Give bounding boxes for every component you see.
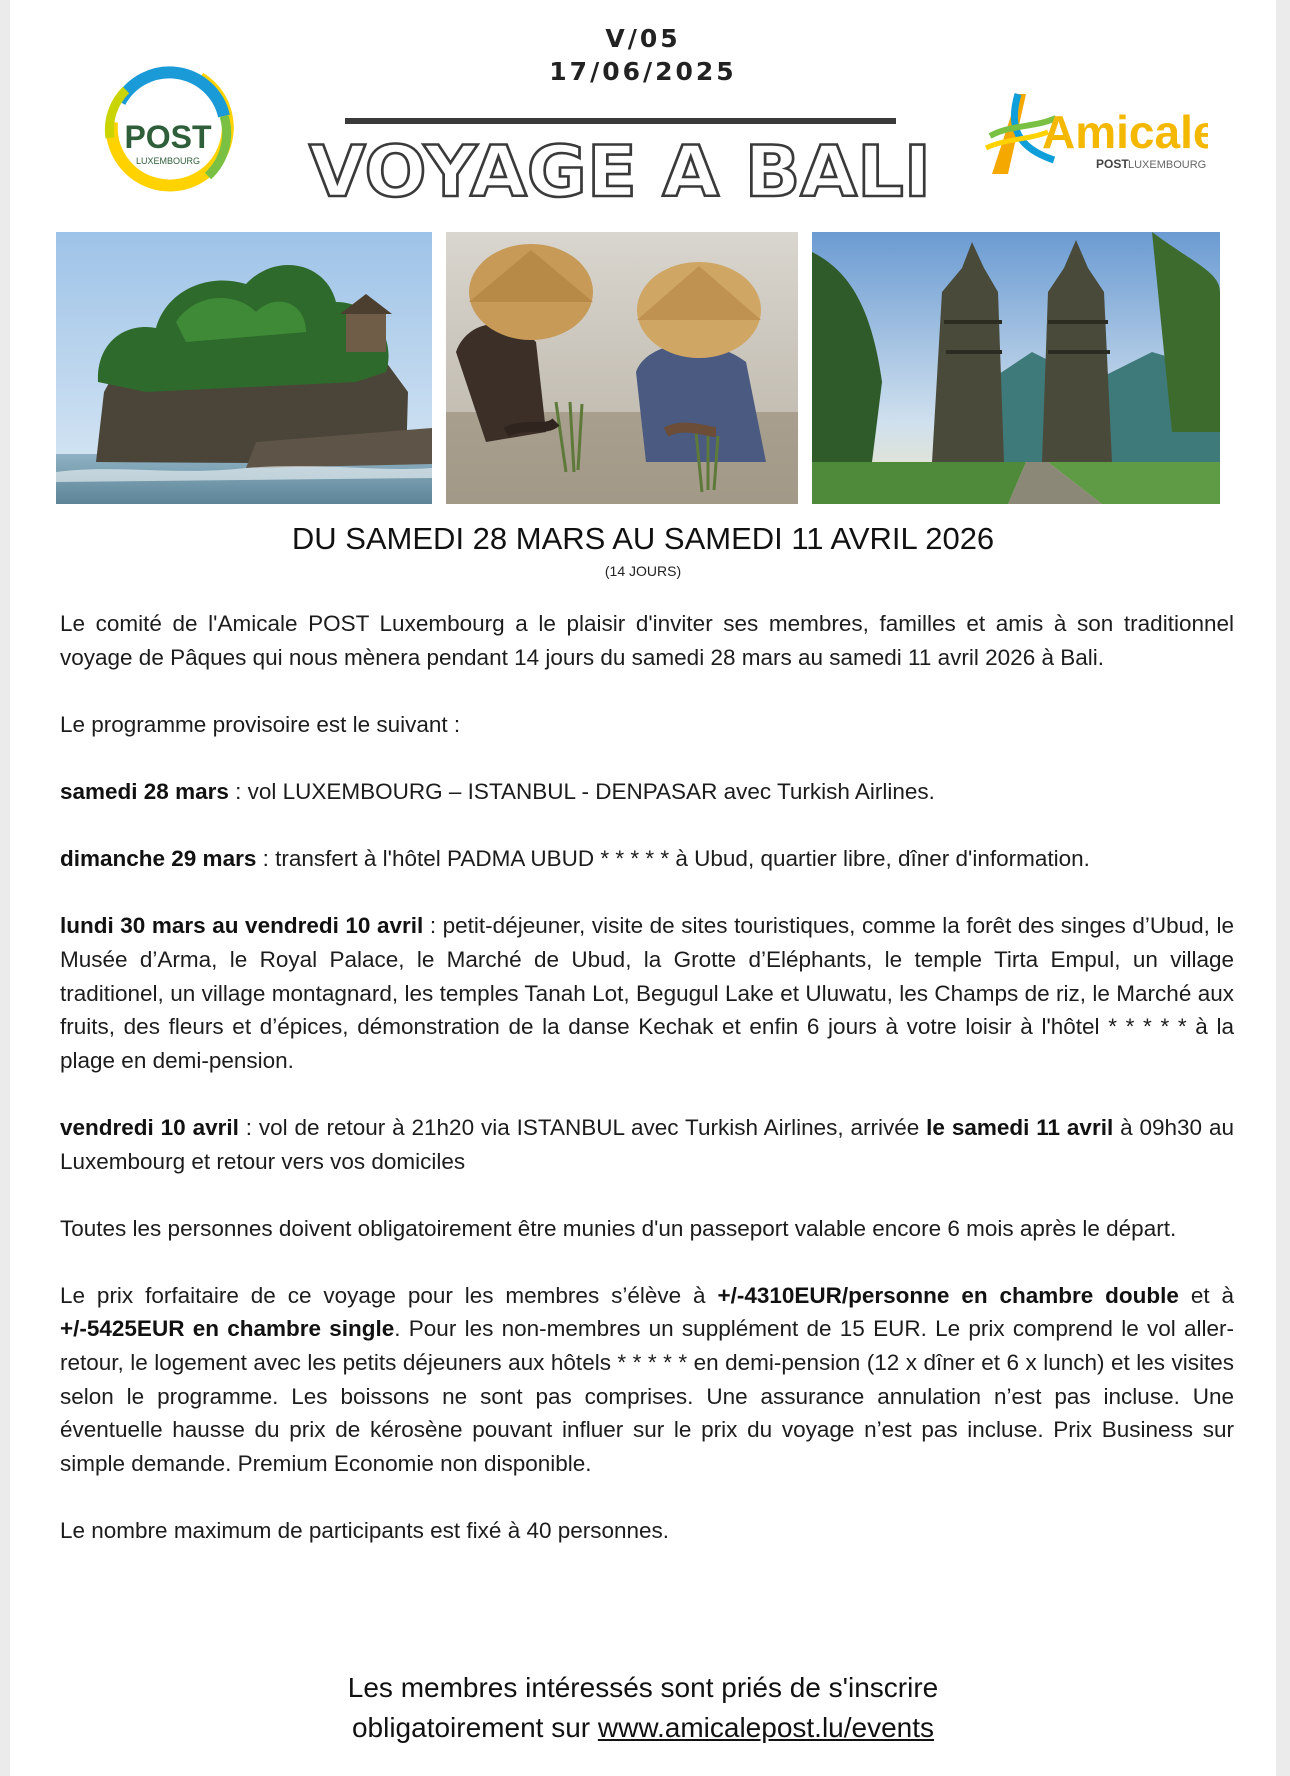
intro-paragraph: Le comité de l'Amicale POST Luxembourg a le plaisir d'inviter ses membres, familles et amis à son traditionnel voyage de Pâques qui nous mènera pendant 14 jours du samedi 28 mars au samedi 11 avril 2026 à Bali. [60,611,1234,670]
price-paragraph [60,1279,1234,1481]
programme-day-1 [60,775,1234,809]
day-label: lundi 30 mars au vendredi 10 avril [60,913,424,939]
svg-text:LUXEMBOURG: LUXEMBOURG [135,156,201,166]
svg-text:POST: POST [1096,157,1129,171]
day-label: dimanche 29 mars [60,846,257,872]
price-double: +/-4310EUR/personne en chambre double [717,1282,1179,1308]
programme-day-4 [60,1111,1234,1178]
day-text: : vol LUXEMBOURG – ISTANBUL - DENPASAR avec Turkish Airlines. [228,778,935,804]
tanah-lot-temple-photo [56,232,432,504]
trip-dates: DU SAMEDI 28 MARS AU SAMEDI 11 AVRIL 2026 [291,521,995,556]
body-text [60,607,1234,1548]
amicale-post-logo [978,88,1208,193]
day-text: : transfert à l'hôtel PADMA UBUD * * * * * à Ubud, quartier libre, dîner d'information. [256,846,1090,872]
day-text: : vol de retour à 21h20 via ISTANBUL avec Turkish Airlines, arrivée [238,1114,927,1140]
max-participants: Le nombre maximum de participants est fixé à 40 personnes. [60,1518,670,1544]
day-text-end: à 09h30 au Luxembourg et retour vers vos domiciles [60,1114,1234,1174]
day-text: : petit-déjeuner, visite de sites touristiques, comme la forêt des singes d’Ubud, le Musée d’Arma, le Royal Palace, le Marché de Ubud, la Grotte d’Eléphants, le temple Tirta Empul, un village traditionel, un village montagnard, les temples Tanah Lot, Begugul Lake et Uluwatu, les Champs de riz, le Marché aux fruits, des fleurs et d’épices, démonstration de la danse Kechak et enfin 6 jours à votre loisir à l'hôtel * * * * * à la plage en demi-pension. [60,913,1234,1073]
footer-line-2-text: obligatoirement sur [351,1712,598,1743]
version-date: 17/06/2025 [549,57,737,86]
price-text: Le prix forfaitaire de ce voyage pour les membres s’élève à [60,1282,718,1308]
page-title [300,130,940,210]
price-single: +/-5425EUR en chambre single [60,1316,395,1342]
programme-intro: Le programme provisoire est le suivant : [60,711,461,737]
price-text: et à [1178,1282,1235,1308]
passport-notice: Toutes les personnes doivent obligatoirement être munies d'un passeport valable encore 6 mois après le départ. [60,1215,1177,1241]
version-number: V/05 [605,24,681,53]
rice-farmers-photo [446,232,798,504]
day-label: samedi 28 mars [60,778,229,804]
svg-text:POST: POST [124,119,212,155]
programme-day-2 [60,842,1234,876]
footer-line-1: Les membres intéressés sont priés de s'inscrire [347,1672,939,1703]
events-link[interactable]: www.amicalepost.lu/events [597,1712,935,1743]
registration-footer [10,1668,1276,1748]
bali-gate-photo [812,232,1220,504]
trip-duration: (14 JOURS) [604,563,682,579]
svg-text:VOYAGE A BALI: VOYAGE A BALI [309,131,931,210]
arrival-date: le samedi 11 avril [926,1114,1114,1140]
svg-text:Amicale: Amicale [1042,106,1208,158]
document-page [10,0,1276,1776]
svg-text:LUXEMBOURG: LUXEMBOURG [1128,159,1207,171]
day-label: vendredi 10 avril [60,1114,239,1140]
version-label [10,22,1276,88]
programme-day-3 [60,909,1234,1077]
footer-line-2 [10,1708,1276,1748]
title-divider [345,118,896,124]
price-details: . Pour les non-membres un supplément de 15 EUR. Le prix comprend le vol aller-retour, le logement avec les petits déjeuners aux hôtels * * * * * en demi-pension (12 x dîner et 6 x lunch) et les visites selon le programme. Les boissons ne sont pas comprises. Une assurance annulation n’est pas incluse. Une éventuelle hausse du prix de kérosène pouvant influer sur le prix du voyage n’est pas incluse. Prix Business sur simple demande. Premium Economie non disponible. [60,1316,1234,1476]
